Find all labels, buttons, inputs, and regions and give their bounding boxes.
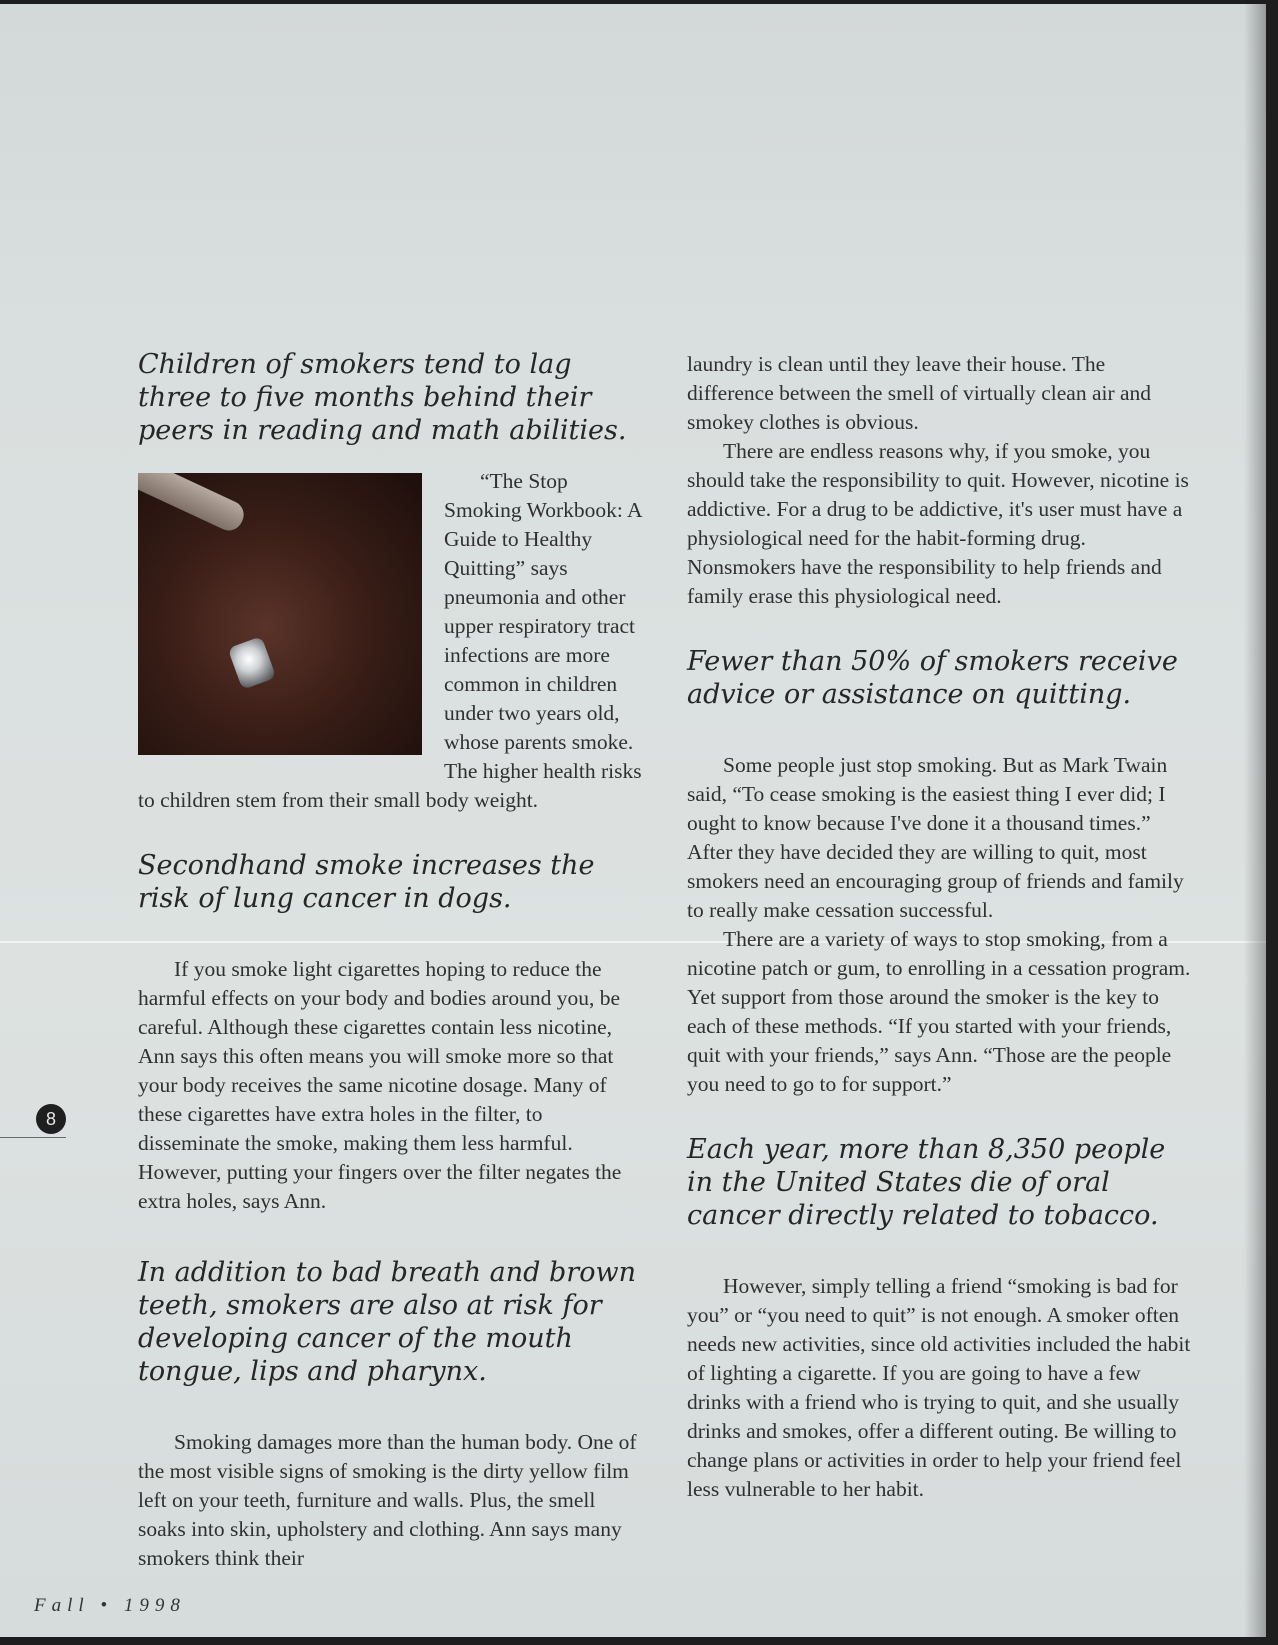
body-paragraph: There are a variety of ways to stop smoking, from a nicotine patch or gum, to enrolling in a cessation program. Yet support from those around the smoker is the key to each of these methods. “If you started with your friends, quit with your friends,” says Ann. “Those are the people you need to go to for support.” [687,927,1191,1096]
body-paragraph: laundry is clean until they leave their house. The difference between the smell of virtually clean air and smokey clothes is obvious. [687,352,1152,434]
page-number-badge: 8 [36,1104,66,1134]
left-column [138,348,646,1573]
body-paragraph: “The Stop Smoking Workbook: A Guide to Healthy Quitting” says pneumonia and other upper respiratory tract infections are more common in children under two years old, whose parents smoke. The higher health risks to children stem from their small body weight. [138,469,642,812]
body-paragraph: Smoking damages more than the human body. One of the most visible signs of smoking is the dirty yellow film left on your teeth, furniture and walls. Plus, the smell soaks into skin, upholstery and clothing. Ann says many smokers think their [138,1430,637,1570]
body-paragraph: If you smoke light cigarettes hoping to reduce the harmful effects on your body and bodies around you, be careful. Although these cigarettes contain less nicotine, Ann says this often means you will smoke more so that your body receives the same nicotine dosage. Many of these cigarettes have extra holes in the filter, to disseminate the smoke, making them less harmful. However, putting your fingers over the filter negates the extra holes, says Ann. [138,957,622,1213]
magazine-page [0,4,1266,1637]
right-column [687,350,1195,1504]
pull-quote: Fewer than 50% of smokers receive advice or assistance on quitting. [687,646,1178,710]
page-number-rule [0,1137,66,1138]
ring-shape [228,636,277,690]
pull-quote: Children of smokers tend to lag three to five months behind their peers in reading and math abilities. [138,349,627,446]
body-paragraph: There are endless reasons why, if you smoke, you should take the responsibility to quit. However, nicotine is addictive. For a drug to be addictive, it's user must have a physiological need for the habit-forming drug. Nonsmokers have the responsibility to help friends and family erase this physiological need. [687,439,1189,608]
pull-quote: Each year, more than 8,350 people in the United States die of oral cancer directly related to tobacco. [687,1134,1166,1231]
pull-quote: In addition to bad breath and brown teeth, smokers are also at risk for developing cancer of the mouth tongue, lips and pharynx. [138,1257,636,1387]
hand-holding-cigarette-photo [138,473,422,755]
issue-footer: Fall • 1998 [34,1595,186,1616]
pull-quote: Secondhand smoke increases the risk of lung cancer in dogs. [138,850,595,914]
cigarette-shape [138,473,248,535]
body-paragraph: Some people just stop smoking. But as Mark Twain said, “To cease smoking is the easiest thing I ever did; I ought to know because I've done it a thousand times.” After they have decided they are willing to quit, most smokers need an encouraging group of friends and family to really make cessation successful. [687,753,1184,922]
body-paragraph: However, simply telling a friend “smoking is bad for you” or “you need to quit” is not enough. A smoker often needs new activities, since old activities included the habit of lighting a cigarette. If you are going to have a few drinks with a friend who is trying to quit, and she usually drinks and smokes, offer a different outing. Be willing to change plans or activities in order to help your friend feel less vulnerable to her habit. [687,1274,1191,1501]
